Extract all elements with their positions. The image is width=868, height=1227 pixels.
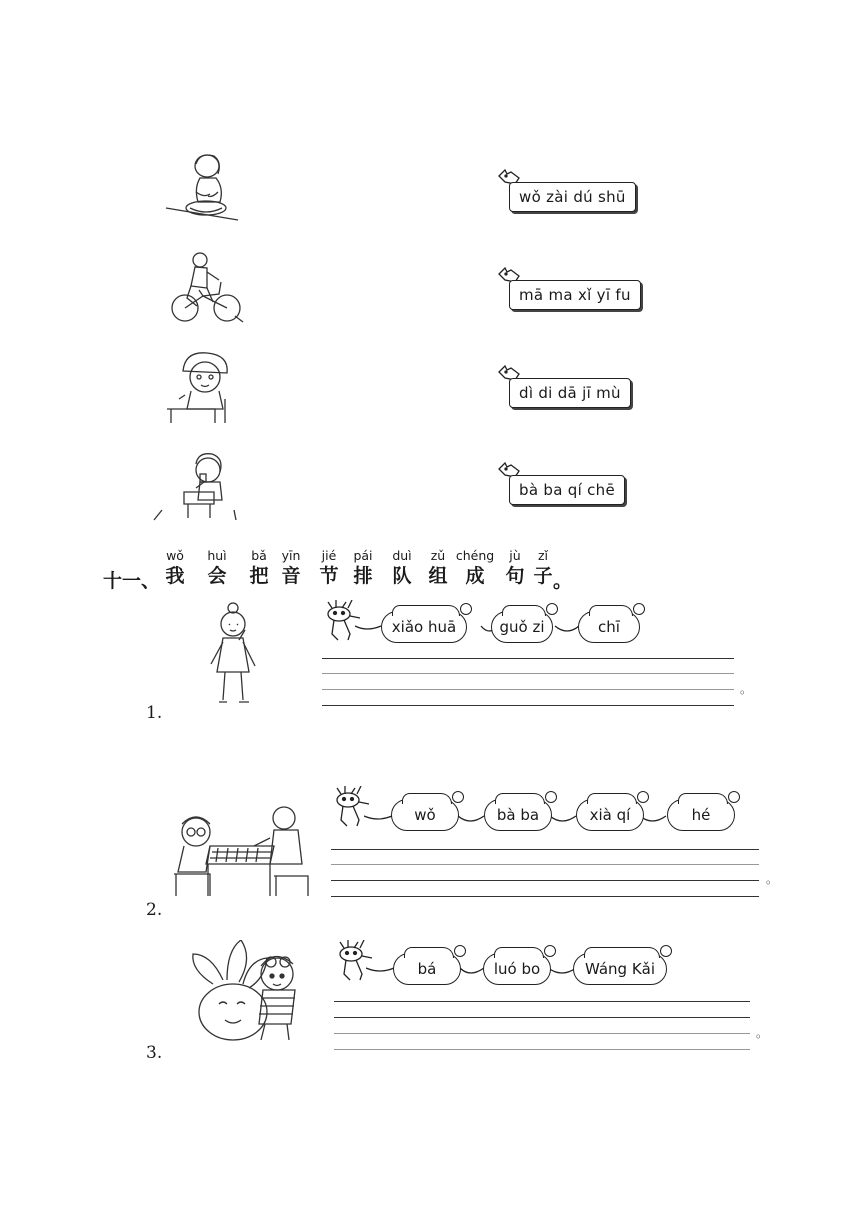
pinyin-tag-label: mā ma xǐ yī fu — [509, 280, 641, 310]
section-tail: 。 — [553, 570, 573, 592]
end-mark: 。 — [740, 682, 753, 696]
word-pill: luó bo — [483, 953, 551, 985]
ruby-char: yīn 音 — [281, 548, 301, 587]
writing-line — [334, 1017, 750, 1018]
writing-line — [322, 658, 734, 659]
end-mark: 。 — [766, 872, 779, 886]
word-pill: xià qí — [576, 799, 644, 831]
pinyin-tag-4 — [497, 461, 657, 505]
word-pill: xiǎo huā — [381, 611, 467, 643]
question-number: 3. — [146, 1043, 163, 1063]
word-pill: bà ba — [484, 799, 552, 831]
writing-line — [334, 1001, 750, 1002]
writing-line — [322, 705, 734, 706]
writing-line — [331, 849, 759, 850]
pinyin-tag-label: wǒ zài dú shū — [509, 182, 636, 212]
word-pill: bá — [393, 953, 461, 985]
picture-child-blocks — [150, 448, 242, 524]
section-number: 十一、 — [103, 570, 161, 592]
writing-line — [322, 673, 734, 674]
picture-boy-at-desk — [165, 349, 235, 424]
ruby-char: wǒ 我 — [165, 548, 185, 587]
word-pill: chī — [578, 611, 640, 643]
pinyin-tag-3 — [497, 364, 657, 408]
writing-line — [331, 864, 759, 865]
ruby-char: huì 会 — [207, 548, 227, 587]
question-number: 1. — [146, 703, 163, 723]
word-pill: Wáng Kǎi — [573, 953, 667, 985]
picture-woman-washing — [160, 152, 240, 224]
ruby-char: chéng 成 — [455, 548, 495, 587]
ruby-char: zǔ 组 — [428, 548, 448, 587]
question-number: 2. — [146, 900, 163, 920]
ruby-char: zǐ 子 — [533, 548, 553, 587]
ruby-char: pái 排 — [353, 548, 373, 587]
picture-playing-chess — [170, 802, 312, 898]
writing-line — [331, 896, 759, 897]
picture-pulling-radish — [183, 940, 313, 1044]
writing-line — [334, 1033, 750, 1034]
ruby-char: jù 句 — [505, 548, 525, 587]
picture-girl-eating — [205, 600, 261, 708]
pinyin-tag-label: bà ba qí chē — [509, 475, 625, 505]
section-heading — [103, 546, 573, 592]
picture-man-bicycle — [163, 250, 245, 330]
pinyin-tag-2 — [497, 266, 657, 310]
writing-line — [331, 880, 759, 881]
pinyin-tag-label: dì di dā jī mù — [509, 378, 631, 408]
end-mark: 。 — [756, 1026, 769, 1040]
word-pill: guǒ zi — [491, 611, 553, 643]
writing-line — [322, 689, 734, 690]
word-pill: hé — [667, 799, 735, 831]
ruby-char: bǎ 把 — [249, 548, 269, 587]
ruby-char: jié 节 — [319, 548, 339, 587]
word-pill: wǒ — [391, 799, 459, 831]
writing-line — [334, 1049, 750, 1050]
pinyin-tag-1 — [497, 168, 657, 212]
ruby-char: duì 队 — [392, 548, 412, 587]
